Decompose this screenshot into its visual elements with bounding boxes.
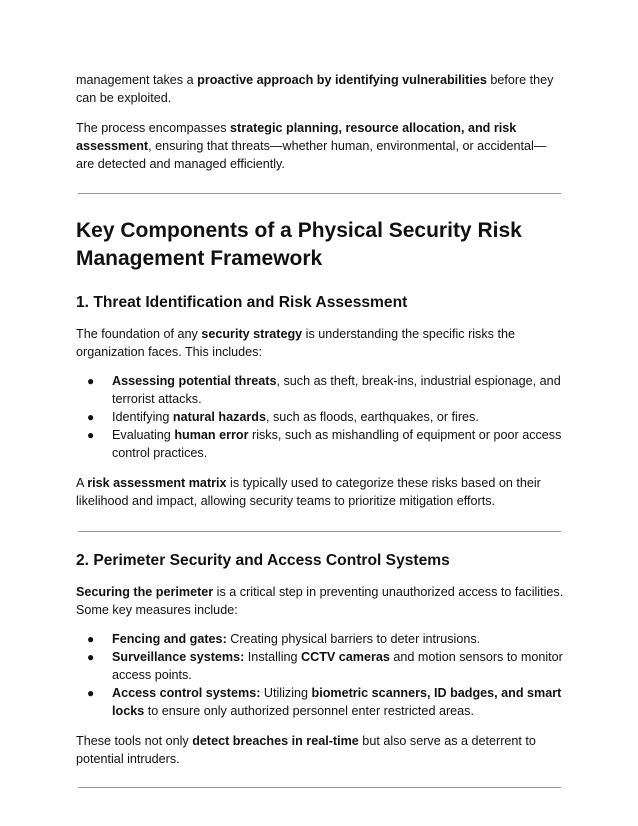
bullet-icon: ● bbox=[87, 632, 95, 646]
bullet-icon: ● bbox=[87, 686, 95, 700]
section-2-list bbox=[76, 630, 564, 720]
section-2-intro: Securing the perimeter is a critical step in preventing unauthorized access to facilities. Some key measures include: bbox=[76, 585, 564, 617]
bullet-icon: ● bbox=[87, 650, 95, 664]
section-1-list bbox=[76, 372, 564, 462]
section-2-outro: These tools not only detect breaches in real-time but also serve as a deterrent to potential intruders. bbox=[76, 734, 536, 766]
list-item: ● Fencing and gates: Creating physical barriers to deter intrusions. bbox=[87, 632, 481, 646]
intro-paragraph-1: management takes a proactive approach by identifying vulnerabilities before they can be exploited. bbox=[76, 73, 554, 105]
section-1-heading: 1. Threat Identification and Risk Assessment bbox=[76, 294, 408, 311]
list-item: ● Evaluating human error risks, such as mishandling of equipment or poor access control practices. bbox=[87, 428, 562, 460]
divider bbox=[78, 531, 561, 532]
list-item: ● Surveillance systems: Installing CCTV cameras and motion sensors to monitor access points. bbox=[87, 650, 563, 682]
bullet-icon: ● bbox=[87, 428, 95, 442]
intro-paragraph-2: The process encompasses strategic planning, resource allocation, and risk assessment, ensuring that threats—whether human, environmental, or accidental—are detected and managed efficiently. bbox=[76, 121, 547, 171]
document-content bbox=[76, 71, 564, 788]
section-2-heading: 2. Perimeter Security and Access Control Systems bbox=[76, 552, 450, 569]
bullet-icon: ● bbox=[87, 410, 95, 424]
list-item: ● Assessing potential threats, such as theft, break-ins, industrial espionage, and terrorist attacks. bbox=[87, 374, 561, 406]
main-heading: Key Components of a Physical Security Risk Management Framework bbox=[76, 219, 522, 270]
divider bbox=[78, 787, 561, 788]
list-item: ● Identifying natural hazards, such as floods, earthquakes, or fires. bbox=[87, 410, 479, 424]
divider bbox=[78, 193, 561, 194]
section-1-intro: The foundation of any security strategy is understanding the specific risks the organization faces. This includes: bbox=[76, 327, 515, 359]
bullet-icon: ● bbox=[87, 374, 95, 388]
list-item: ● Access control systems: Utilizing biometric scanners, ID badges, and smart locks to ensure only authorized personnel enter restricted areas. bbox=[87, 686, 562, 718]
section-1-outro: A risk assessment matrix is typically used to categorize these risks based on their likelihood and impact, allowing security teams to prioritize mitigation efforts. bbox=[76, 476, 541, 508]
